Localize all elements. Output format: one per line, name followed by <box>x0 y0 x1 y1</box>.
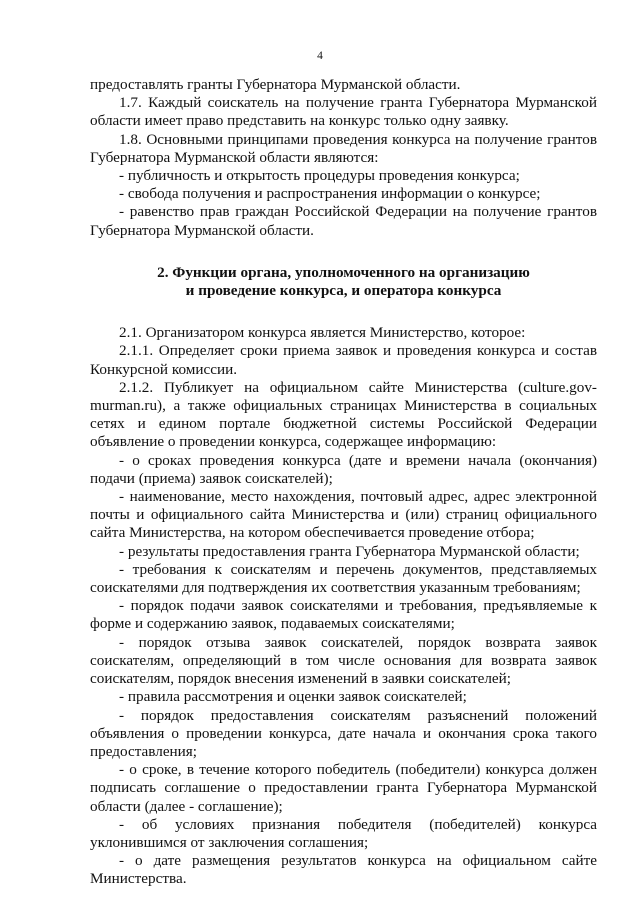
section-2-heading-line-2: и проведение конкурса, и оператора конкурса <box>185 282 502 300</box>
paragraph: - равенство прав граждан Российской Федерации на получение грантов Губернатора Мурманской области. <box>90 203 597 239</box>
page-number: 4 <box>317 50 323 62</box>
paragraph: - о сроке, в течение которого победитель (победители) конкурса должен подписать соглашение о предоставлении гранта Губернатора Мурманской области (далее - соглашение); <box>90 761 597 815</box>
section-2-body <box>90 324 597 888</box>
paragraph: - порядок подачи заявок соискателями и требования, предъявляемые к форме и содержанию заявок, подаваемых соискателями; <box>90 597 597 633</box>
paragraph: - порядок предоставления соискателям разъяснений положений объявления о проведении конкурса, дате начала и окончания срока такого предоставления; <box>90 706 597 760</box>
paragraph: - правила рассмотрения и оценки заявок соискателей; <box>119 688 467 706</box>
paragraph: - свобода получения и распространения информации о конкурсе; <box>119 185 541 203</box>
paragraph: 1.7. Каждый соискатель на получение гранта Губернатора Мурманской области имеет право представить на конкурс только одну заявку. <box>90 94 597 130</box>
section-1-tail <box>90 76 597 240</box>
paragraph: - требования к соискателям и перечень документов, представляемых соискателями для подтверждения их соответствия указанным требованиям; <box>90 560 597 597</box>
paragraph: - о сроках проведения конкурса (дате и времени начала (окончания) подачи (приема) заявок соискателей); <box>90 451 597 487</box>
paragraph: - результаты предоставления гранта Губернатора Мурманской области; <box>119 542 580 560</box>
document-content <box>90 76 597 889</box>
paragraph: 2.1. Организатором конкурса является Министерство, которое: <box>119 324 526 342</box>
paragraph: - наименование, место нахождения, почтовый адрес, адрес электронной почты и официального сайта Министерства и (или) страниц официального сайта Министерства, на котором обеспечивается проведение отбора; <box>90 488 597 542</box>
section-2-heading <box>90 264 597 300</box>
paragraph: 1.8. Основными принципами проведения конкурса на получение грантов Губернатора Мурманской области являются: <box>90 130 597 166</box>
paragraph: - об условиях признания победителя (победителей) конкурса уклонившимся от заключения соглашения; <box>90 815 597 851</box>
paragraph: - порядок отзыва заявок соискателей, порядок возврата заявок соискателям, определяющий в том числе основания для возврата заявок соискателям, порядок внесения изменений в заявки соискателей; <box>90 633 597 688</box>
paragraph: 2.1.1. Определяет сроки приема заявок и проведения конкурса и состав Конкурсной комиссии. <box>90 342 597 378</box>
paragraph: - публичность и открытость процедуры проведения конкурса; <box>119 167 520 185</box>
paragraph: 2.1.2. Публикует на официальном сайте Министерства (culture.gov-murman.ru), а также официальных страницах Министерства в социальных сетях и едином портале бюджетной системы Российской Федерации объявление о проведении конкурса, содержащее информацию: <box>90 378 597 451</box>
section-2-heading-line-1: 2. Функции органа, уполномоченного на организацию <box>157 263 530 281</box>
paragraph: предоставлять гранты Губернатора Мурманской области. <box>90 76 461 93</box>
paragraph: - о дате размещения результатов конкурса на официальном сайте Министерства. <box>90 852 597 888</box>
